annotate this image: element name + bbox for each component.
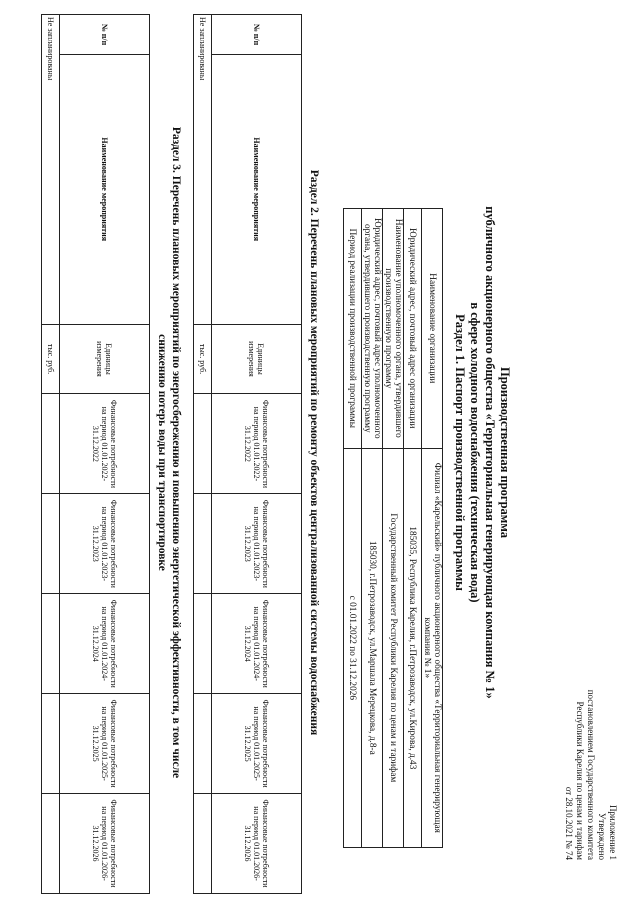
table-row [362,209,383,848]
empty-cell [194,394,212,494]
section2-table [193,14,302,894]
row-name: Не запланированы [194,15,212,325]
title-line: Производственная программа [498,366,512,539]
section3-title-line: Раздел 3. Перечень плановых мероприятий по энергосбережению и повышению энергетической эффективности, в том числе [170,126,182,779]
table-row [383,209,404,848]
passport-label: Наименование организации [422,209,443,449]
header-name: Наименование мероприятия [60,54,150,324]
title-line: Раздел 1. Паспорт производственной программы [453,314,467,591]
header-period: Финансовые потребности на период 01.01.2022-31.12.2022 [60,394,150,494]
approval-line: Утверждено [597,812,607,860]
header-period: Финансовые потребности на период 01.01.2022-31.12.2022 [212,394,302,494]
header-period: Финансовые потребности на период 01.01.2023-31.12.2023 [60,494,150,594]
approval-line: от 28.10.2021 № 74 [564,786,574,860]
header-period: Финансовые потребности на период 01.01.2026-31.12.2026 [212,794,302,894]
header-name: Наименование мероприятия [212,54,302,324]
section2-title: Раздел 2. Перечень плановых мероприятий по ремонту объектов централизованной системы водоснабжения [308,169,320,736]
header-unit: Единицы измерения [212,324,302,394]
program-title [452,0,512,905]
header-period: Финансовые потребности на период 01.01.2026-31.12.2026 [60,794,150,894]
empty-cell [42,494,60,594]
row-unit: тыс. руб. [42,324,60,394]
table-header-row [60,15,150,894]
passport-label: Период реализации производственной программы [344,209,362,449]
header-period: Финансовые потребности на период 01.01.2024-31.12.2024 [212,594,302,694]
empty-cell [194,594,212,694]
title-line: публичного акционерного общества «Территориальная генерирующая компания № 1» [483,206,497,699]
title-line: в сфере холодного водоснабжения (техническая вода) [468,302,482,603]
header-unit: Единицы измерения [60,324,150,394]
header-period: Финансовые потребности на период 01.01.2025-31.12.2025 [212,694,302,794]
empty-cell [194,694,212,794]
passport-value: 185030, г.Петрозаводск, ул.Маршала Мерецкова, д.8-а [362,448,383,847]
approval-line: Приложение 1 [608,804,618,860]
passport-value: с 01.01.2022 по 31.12.2026 [344,448,362,847]
passport-label: Юридический адрес, почтовый адрес организации [404,209,422,449]
empty-cell [42,794,60,894]
table-row [194,15,212,894]
table-row [42,15,60,894]
passport-label: Юридический адрес, почтовый адрес уполномоченного органа, утвердившего производственную программу [362,209,383,449]
row-name: Не запланированы [42,15,60,325]
row-unit: тыс. руб. [194,324,212,394]
empty-cell [42,394,60,494]
passport-value: Государственный комитет Республики Карелия по ценам и тарифам [383,448,404,847]
empty-cell [194,494,212,594]
header-period: Финансовые потребности на период 01.01.2023-31.12.2023 [212,494,302,594]
header-period: Финансовые потребности на период 01.01.2025-31.12.2025 [60,694,150,794]
table-row [404,209,422,848]
section3-title-line: снижению потерь воды при транспортировке [156,334,168,571]
passport-value: 185035, Республика Карелия, г.Петрозаводск, ул.Кирова, д.43 [404,448,422,847]
passport-label: Наименование уполномоченного органа, утвердившего производственную программу [383,209,404,449]
table-row [422,209,443,848]
empty-cell [42,594,60,694]
approval-line: Республики Карелия по ценам и тарифам [575,701,585,860]
table-header-row [212,15,302,894]
section3-title [155,0,183,905]
section3-table [41,14,150,894]
empty-cell [194,794,212,894]
approval-line: постановлением Государственного комитета [586,689,596,860]
header-period: Финансовые потребности на период 01.01.2024-31.12.2024 [60,594,150,694]
passport-table [343,208,443,848]
table-row [344,209,362,848]
empty-cell [42,694,60,794]
header-num: № п/п [60,15,150,55]
passport-value: Филиал «Карельский» публичного акционерного общества «Территориальная генерирующая компания № 1» [422,448,443,847]
header-num: № п/п [212,15,302,55]
approval-block [563,600,618,860]
